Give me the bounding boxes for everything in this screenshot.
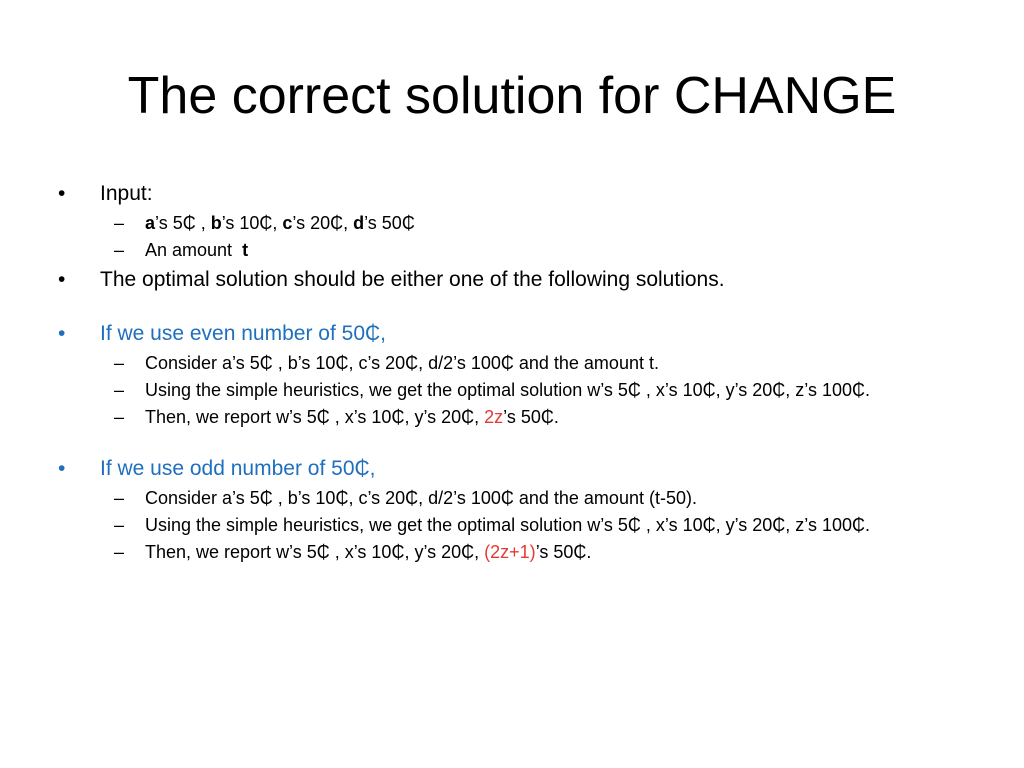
- odd-report-prefix: Then, we report w’s 5₵ , x’s 10₵, y’s 20₵,: [145, 542, 485, 562]
- bullet-even: [58, 320, 958, 348]
- coin-a-var: a: [145, 213, 156, 233]
- coin-d-text: ’s 50₵: [364, 213, 415, 233]
- bullet-optimal: [58, 266, 958, 294]
- sub-bullet-even-report: [58, 406, 958, 429]
- optimal-text: The optimal solution should be either one of the following solutions.: [100, 268, 725, 291]
- spacer: [58, 294, 958, 320]
- sub-bullet-odd-consider: [58, 487, 958, 510]
- coin-c-text: ’s 20₵,: [292, 213, 354, 233]
- bullet-dot: •: [58, 457, 66, 480]
- odd-heuristics-text: Using the simple heuristics, we get the optimal solution w’s 5₵ , x’s 10₵, y’s 20₵, z’s 100₵.: [145, 515, 871, 535]
- sub-bullet-coins: [58, 212, 958, 235]
- odd-report-suffix: ’s 50₵.: [535, 542, 592, 562]
- spacer: [58, 429, 958, 455]
- even-consider-text: Consider a’s 5₵ , b’s 10₵, c’s 20₵, d/2’s 100₵ and the amount t.: [145, 353, 659, 373]
- dash-marker: –: [114, 240, 125, 260]
- bullet-input: [58, 180, 958, 208]
- dash-marker: –: [114, 542, 125, 562]
- bullet-dot: •: [58, 182, 66, 205]
- dash-marker: –: [114, 213, 125, 233]
- coin-b-text: ’s 10₵,: [221, 213, 283, 233]
- even-heading: If we use even number of 50₵,: [100, 322, 386, 345]
- dash-marker: –: [114, 380, 125, 400]
- coin-d-var: d: [353, 213, 365, 233]
- odd-report-highlight: (2z+1): [484, 542, 536, 562]
- sub-bullet-odd-report: [58, 541, 958, 564]
- dash-marker: –: [114, 488, 125, 508]
- slide-body: [58, 180, 958, 564]
- bullet-dot: •: [58, 322, 66, 345]
- bullet-dot: •: [58, 268, 66, 291]
- sub-bullet-even-heuristics: [58, 379, 958, 402]
- sub-bullet-odd-heuristics: [58, 514, 958, 537]
- bullet-odd: [58, 455, 958, 483]
- even-report-prefix: Then, we report w’s 5₵ , x’s 10₵, y’s 20₵,: [145, 407, 485, 427]
- even-report-highlight: 2z: [484, 407, 504, 427]
- dash-marker: –: [114, 353, 125, 373]
- odd-consider-text: Consider a’s 5₵ , b’s 10₵, c’s 20₵, d/2’s 100₵ and the amount (t-50).: [145, 488, 697, 508]
- sub-bullet-amount: [58, 239, 958, 262]
- even-heuristics-text: Using the simple heuristics, we get the optimal solution w’s 5₵ , x’s 10₵, y’s 20₵, z’s 100₵.: [145, 380, 871, 400]
- amount-text: An amount: [145, 240, 243, 260]
- coin-b-var: b: [210, 213, 222, 233]
- coin-a-text: ’s 5₵ ,: [155, 213, 211, 233]
- slide-title: The correct solution for CHANGE: [127, 67, 897, 125]
- dash-marker: –: [114, 407, 125, 427]
- sub-bullet-even-consider: [58, 352, 958, 375]
- dash-marker: –: [114, 515, 125, 535]
- even-report-suffix: ’s 50₵.: [503, 407, 559, 427]
- input-heading: Input:: [100, 182, 153, 205]
- odd-heading: If we use odd number of 50₵,: [100, 457, 376, 480]
- coin-c-var: c: [282, 213, 293, 233]
- amount-var: t: [242, 240, 249, 260]
